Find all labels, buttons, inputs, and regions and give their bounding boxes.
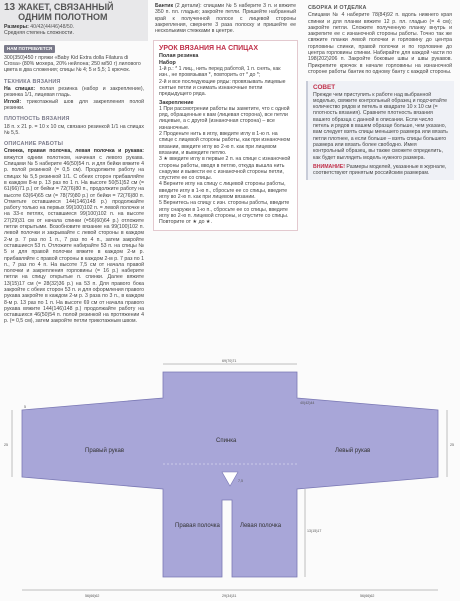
dim-sleeve-width: 40(42)44 — [300, 401, 315, 405]
dim-front-height: 13(15)17 — [307, 529, 322, 533]
garment-shape — [22, 372, 438, 577]
pattern-diagram — [0, 352, 460, 601]
dim-bottom-right: 56(66)62 — [360, 594, 375, 598]
lesson-step1: 1-й р.: * 1 лиц., нить перед работой, 1 п. снять, как изн., не провязывая *, повторить от * до *; — [159, 66, 281, 79]
label-left-sleeve: Левый рукав — [335, 448, 371, 454]
technique-heading: ТЕХНИКА ВЯЗАНИЯ — [4, 78, 61, 85]
difficulty: Средняя степень сложности. — [4, 30, 74, 37]
lesson-fix4: 4 Верните иглу на спицу с лицевой стороны работы, введите иглу в 1-ю п., сбросьте ее со спицы, введите иглу во 2-ю п. как при лицевом вязании. — [159, 181, 288, 201]
density-heading: ПЛОТНОСТЬ ВЯЗАНИЯ — [4, 116, 70, 123]
dim-bottom-left: 56(66)62 — [85, 594, 100, 598]
dim-bottom-mid: 29(34)31 — [222, 594, 237, 598]
warning — [313, 164, 449, 177]
technique-needles-text: полая резинка (набор и закрепление), резинка 1/1, лицевая гладь. — [4, 86, 144, 99]
lesson-fix-label: Закрепление — [159, 99, 194, 106]
sizes-label: Размеры: — [4, 24, 29, 30]
lesson-fix2: 2 Проденьте нить в иглу, введите иглу в 1-ю п. на спице с лицевой стороны работы, как при изнаночном вязании, введите иглу во 2-ю п. как при лицевом вязании, и выведите петлю. — [159, 131, 291, 156]
sovet-text: Прежде чем приступить к работе над выбранной моделью, свяжите контрольный образец и подсчитайте количество рядов и петель в квадрате 10 х 10 см (= плотность вязания). Сравните плотность вязания вашего образца с данной в описании. Если число петель и рядов в вашем образце больше, чем указано, вам следует взять спицы меньшего размера или вязать петли плотнее, а если больше – взять спицы большего размера или вязать более свободно. Имея контрольный образец, вы также сможете определить, как будет выглядеть модель нужного размера. — [313, 91, 448, 161]
lesson-fix5: 5 Вернитесь на спицу с изн. стороны работы, введите иглу снаружи в 1-ю п., сбросьте ее со спицы, введите иглу во 2-ю п. лицевой стороны, и спустите со спицы. Повторите от ★ до ★. — [159, 200, 290, 226]
warning-label: ВНИМАНИЕ! — [313, 163, 345, 170]
assembly-text: Спицами № 4 наберите 78(84)92 п. вдоль нижнего края спинки и для планки вяжите 12 р. пл. гладью (= 4 см); закройте петли. Сложите полученную планку внутрь и закрепите ее с изнаночной стороны работы. Точно так же свяжите планки левой полочки и горловину до центра горловины спинки, правой полочки и по горловине до центра горловины спинки. Набирайте для каждой части по 198(202)206 п. Закройте боковые швы и швы рукавов. Прикрепите крючок в начале горловины на изнаночной стороне работы бантик по одному банту с каждой стороны. — [308, 12, 452, 75]
technique-needles-label: На спицах: — [4, 86, 36, 93]
band-label: Бантик — [155, 3, 174, 9]
label-right-front: Правая полочка — [175, 523, 220, 529]
sizes-value: 40/42(44/46)48/50. — [30, 24, 75, 30]
technique-hook-text: трикотажный шов для закрепления полой резинки. — [4, 98, 144, 111]
description-text — [0, 148, 148, 324]
dim-right-side: 25 — [450, 443, 454, 447]
materials-text: 300(350)450 г пряжи «Baby Kid Extra dolla Filatura di Crosa» (80% мохера, 20% нейлона; 250 м/50 г) лилового цвета в два сложения; спицы № 4; 5 и 5,5; 1 крючок. — [4, 54, 141, 74]
label-left-front: Левая полочка — [240, 523, 282, 529]
column-left — [0, 0, 148, 325]
assembly-heading: СБОРКА И ОТДЕЛКА — [308, 5, 367, 11]
pattern-title: ЖАКЕТ, СВЯЗАННЫЙ ОДНИМ ПОЛОТНОМ — [18, 2, 114, 22]
description-body: вяжутся одним полотном, начиная с левого рукава. Спицами № 5 наберите 46(50)54 п. и для бейки вяжите 4 р. полой резинкой (= 0,5 см). Продолжите работу на спицах № 5,5 резинкой 1/1. С обеих сторон прибавляйте в каждом 8-м р. 13 раз по 1 п. На высоте 50(51)52 см (= 61(66)71 р.) от бейки = 72(76)80 п., продолжите работу на высоте 63(64)65 см (= 78(79)80 р.) от бейки = 72(76)80 п. Отметьте оставшиеся 144(146)148 р.) продолжайте работу только на первых 99(100)102 п. = левой полочке и на 33-х петлях, оставшиеся 99(100)102 п. на высоте 27(29)31 см от начала спинки (=56(60)64 р.) отложите петли открытыми. Возобновите вязание на 99(100)102 п. левой полочки и закрывайте с левой стороны в каждом 2-м р. 7 раз по 1 п., 7 раз по 4 п., затем закройте оставшиеся 53 п. Отложите набирайте 53 п. на спицы № 5 и для правой полочки вяжите в каждом 2-м р. прибавляйте с правой стороны в каждом 2-м р. 7 раз по 1 п., 7 раз по 4 п. На высоте 7,5 см от начала правой полочки и закрепления горловины (= 16 р.) наберите петли на спицу открытые п. спинки. Далее вяжите 13(15)17 см (= 28(32)36 р.) на 53 п. Для правого бока закройте с обеих сторон 53 п. и для оформления правого рукава закройте в каждом 2-м р. 3 раза по 3 п., в каждом 8-м р. 13 раз по 1 п. На высоте 69 см от начала правого рукава вяжите 144(146)148 р.) продолжайте работу на оставшихся 46(50)54 п. полой резинкой на протяжении 4 р. (= 0,5 см), затем закройте петли трикотажным швом. — [4, 154, 144, 325]
band-body: (2 детали): спицами № 5 наберите 3 п. и вяжите 350 п. пл. гладью; закройте петли. Пришейте набранный край к полученной полосе с лицевой стороны закрепления, сверните 3 раза полоску и пришейте ее несколькими стежками в центре. — [155, 3, 296, 35]
pattern-number: 13 — [4, 2, 16, 13]
label-back: Спинка — [216, 438, 237, 444]
description-heading: ОПИСАНИЕ РАБОТЫ — [4, 141, 64, 148]
description-label: Спинка, правая полочка, левая полочка и рукава: — [4, 148, 144, 155]
materials-badge: НАМ ПОТРЕБУЕТСЯ — [4, 45, 55, 53]
technique-hook-label: Иглой: — [4, 98, 22, 105]
pattern-header — [0, 0, 148, 41]
technique-hook — [0, 99, 148, 112]
sovet-box — [306, 81, 454, 180]
dim-top: 69(70)71 — [222, 359, 237, 363]
band-text — [151, 0, 300, 34]
lesson-subheading: Полая резинка — [159, 53, 199, 60]
sovet-heading: СОВЕТ — [313, 84, 336, 92]
lesson-box — [153, 40, 298, 230]
dim-neck: 7,5 — [238, 479, 243, 483]
lesson-fix3: 3 ★ введите иглу в первые 2 п. на спице с изнаночной стороны работы, вводя в петлю, откуда вышла нить снаружи и вывести ее с изнаночной стороны петли, спустите ее со спицы. — [159, 156, 291, 182]
dim-left-side: 25 — [4, 443, 8, 447]
column-right — [304, 0, 456, 180]
density-text: 18 п. х 21 р. = 10 х 10 см, связано резинкой 1/1 на спицах № 5,5. — [4, 123, 144, 136]
lesson-fix1: 1 При рассмотрении работы вы заметите, что с одной ряд, обращенные к вам (лицевая сторона), все петли лицевые, а с другой (изнаночная сторона) – все изнаночные. — [159, 105, 290, 131]
pattern-title-row — [4, 3, 144, 22]
label-right-sleeve: Правый рукав — [85, 448, 125, 454]
lesson-set-label: Набор — [159, 59, 176, 66]
technique-needles — [0, 86, 148, 99]
column-middle — [151, 0, 300, 231]
dim-cuff: 5 — [24, 405, 26, 409]
lesson-step2: 2-й и все последующие ряды: провязывать лицевые снятые петли и снимать изнаночные петли предыдущего ряда. — [159, 78, 286, 98]
warning-text: Размеры моделей, указанные в журнале, соответствуют принятым российским размерам. — [313, 163, 447, 177]
lesson-heading: УРОК ВЯЗАНИЯ НА СПИЦАХ — [159, 45, 259, 53]
